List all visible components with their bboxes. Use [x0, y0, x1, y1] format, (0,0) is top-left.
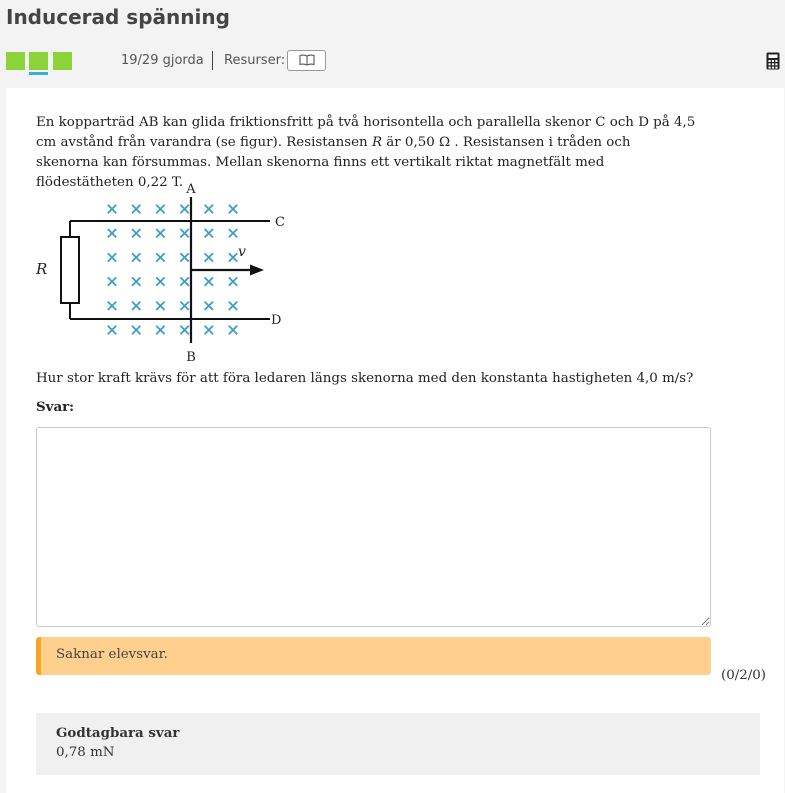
resources-label: Resurser: [224, 53, 286, 68]
question-text [36, 113, 696, 193]
field-cross [108, 302, 116, 310]
progress-box-1[interactable] [6, 52, 25, 70]
field-cross [108, 326, 116, 334]
field-cross [108, 229, 116, 237]
field-cross [205, 326, 213, 334]
divider [212, 51, 213, 70]
field-cross [180, 229, 188, 237]
field-cross [229, 326, 237, 334]
progress-box-3[interactable] [53, 52, 72, 70]
question-text-variable: R [371, 135, 383, 150]
circuit-figure [32, 183, 302, 367]
field-cross [156, 302, 164, 310]
field-cross [180, 205, 188, 213]
label-d: D [271, 313, 282, 328]
field-cross [205, 253, 213, 261]
field-cross [132, 205, 140, 213]
field-cross [229, 302, 237, 310]
field-cross [108, 253, 116, 261]
question-text-part2: är 0,50 Ω . Resistansen i tråden och skenorna kan försummas. Mellan skenorna finns ett vertikalt riktat magnetfält med flödestätheten 0,22 T. [36, 135, 631, 190]
field-cross [205, 229, 213, 237]
field-cross [108, 205, 116, 213]
field-cross [205, 277, 213, 285]
field-cross [180, 253, 188, 261]
score-text: (0/2/0) [721, 668, 767, 683]
page-title: Inducerad spänning [6, 5, 230, 29]
current-indicator [29, 72, 48, 75]
field-cross [229, 277, 237, 285]
accepted-answers-box [36, 713, 760, 775]
field-cross [229, 253, 237, 261]
calculator-button[interactable] [766, 52, 780, 74]
field-cross [229, 229, 237, 237]
field-cross [156, 326, 164, 334]
progress-box-2[interactable] [29, 52, 48, 70]
field-cross [180, 277, 188, 285]
done-count: 19/29 gjorda [121, 53, 204, 68]
resources-button[interactable] [287, 50, 326, 71]
field-cross [156, 205, 164, 213]
question-prompt: Hur stor kraft krävs för att föra ledaren längs skenorna med den konstanta hastigheten 4,0 m/s? [36, 371, 694, 386]
label-v: v [238, 244, 246, 260]
field-cross [132, 326, 140, 334]
accepted-answers-title: Godtagbara svar [56, 725, 180, 741]
question-text-part1: En kopparträd AB kan glida friktionsfritt på två horisontella och parallella skenor C och D på 4,5 cm avstånd från varandra (se figur). Resistansen [36, 115, 696, 150]
field-cross [108, 277, 116, 285]
field-cross [132, 229, 140, 237]
field-cross [156, 277, 164, 285]
field-cross [229, 205, 237, 213]
label-r: R [36, 260, 48, 278]
question-card [6, 88, 784, 793]
answer-textarea[interactable] [36, 427, 711, 627]
missing-answer-banner [36, 637, 711, 675]
field-cross [132, 277, 140, 285]
missing-answer-text: Saknar elevsvar. [56, 647, 168, 662]
answer-label: Svar: [36, 399, 75, 415]
field-cross [156, 253, 164, 261]
accepted-answer-value: 0,78 mN [56, 745, 115, 760]
label-b: B [186, 350, 196, 363]
field-cross [180, 326, 188, 334]
field-cross [180, 302, 188, 310]
book-icon [299, 51, 315, 70]
field-cross [205, 302, 213, 310]
field-cross [156, 229, 164, 237]
calculator-icon [766, 55, 780, 74]
label-c: C [275, 215, 285, 230]
field-cross [132, 302, 140, 310]
resistor-r [61, 237, 79, 303]
field-cross [205, 205, 213, 213]
field-cross [132, 253, 140, 261]
label-a: A [186, 183, 196, 197]
